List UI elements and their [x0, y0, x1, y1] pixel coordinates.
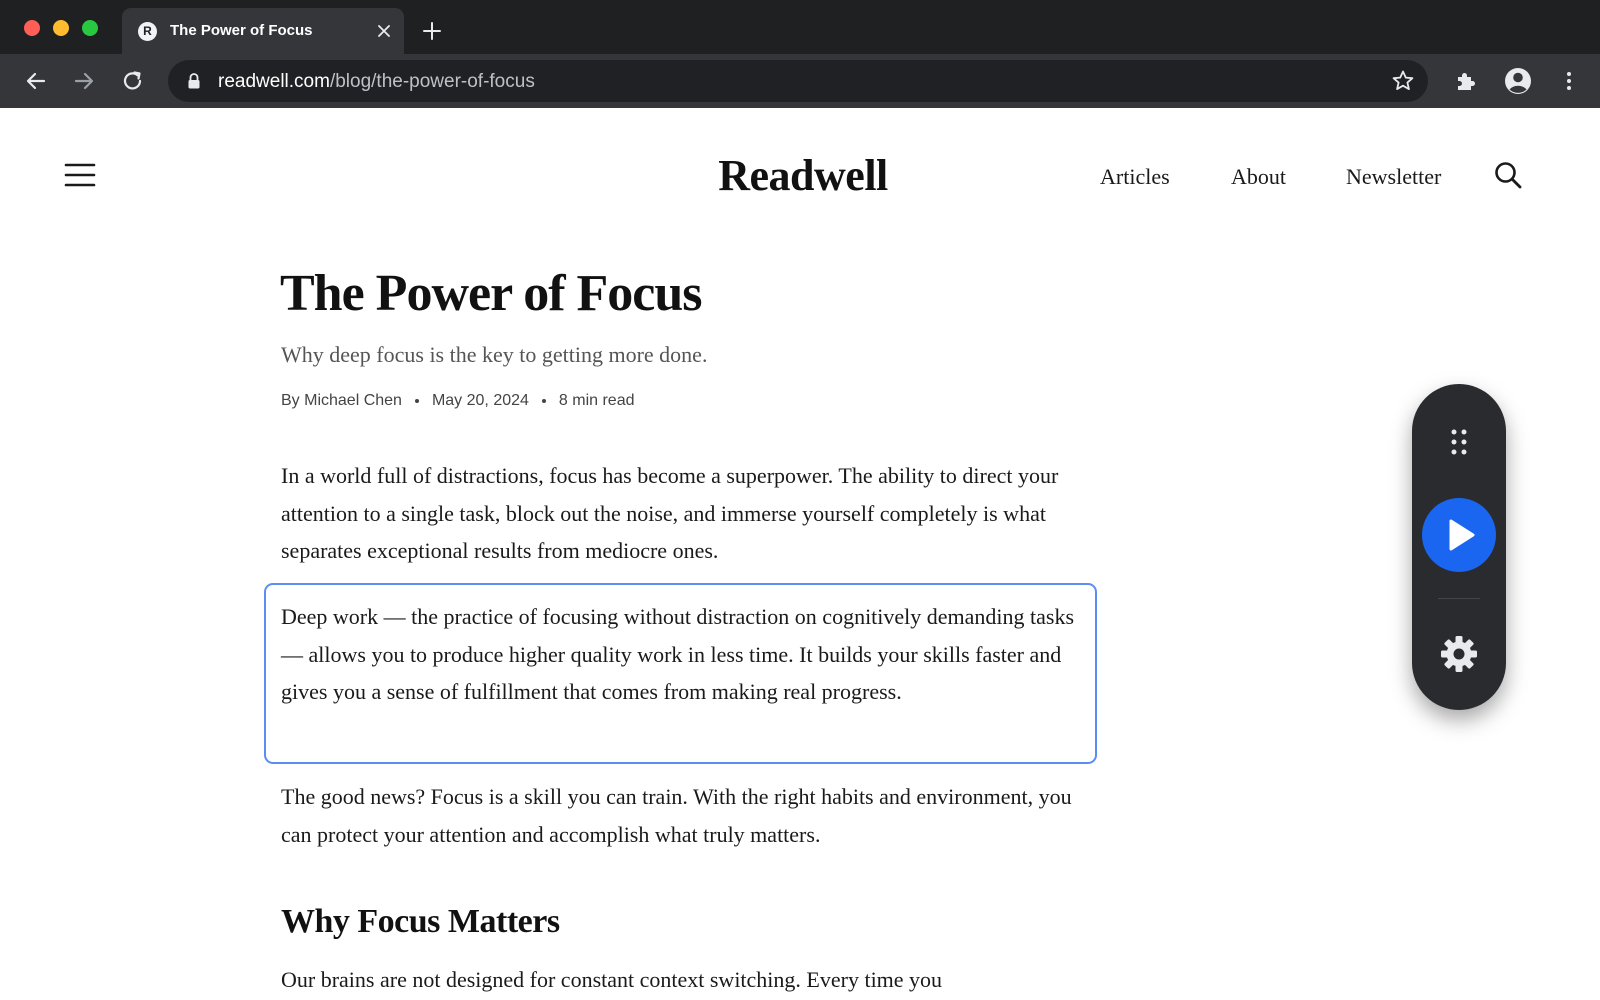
nav-link-newsletter[interactable]: Newsletter: [1346, 164, 1442, 189]
arrow-right-icon[interactable]: [71, 68, 97, 94]
window-close-button[interactable]: [24, 20, 40, 36]
search-icon[interactable]: [1493, 160, 1523, 190]
site-logo[interactable]: Readwell: [718, 151, 888, 200]
article-paragraph: In a world full of distractions, focus has become a superpower. The ability to direct your attention to a single task, block out the noise, and immerse yourself completely is what separates exceptional results from mediocre ones.: [281, 463, 1059, 563]
article-paragraph-highlighted: Deep work — the practice of focusing without distraction on cognitively demanding tasks — allows you to produce higher quality work in less time. It builds your skills faster and gives you a sense of fulfillment that comes from making real progress.: [281, 604, 1075, 704]
play-icon: [1422, 498, 1496, 572]
article-meta: [281, 392, 635, 410]
new-tab-icon[interactable]: [420, 19, 444, 43]
hamburger-menu-icon[interactable]: [64, 162, 96, 188]
arrow-left-icon[interactable]: [23, 68, 49, 94]
kebab-menu-icon[interactable]: [1556, 68, 1582, 94]
article-author[interactable]: By Michael Chen: [281, 392, 402, 409]
section-heading: Why Focus Matters: [281, 903, 560, 940]
browser-toolbar: [0, 54, 1600, 108]
nav-link-articles[interactable]: Articles: [1100, 164, 1170, 189]
url-text: [218, 71, 535, 93]
play-button[interactable]: [1422, 498, 1496, 572]
window-minimize-button[interactable]: [53, 20, 69, 36]
browser-tab-strip: [0, 0, 1600, 54]
url-path: /blog/the-power-of-focus: [329, 71, 535, 92]
star-icon[interactable]: [1390, 68, 1416, 94]
article-title: The Power of Focus: [280, 265, 702, 322]
tab-close-icon[interactable]: [374, 21, 394, 41]
site-favicon-icon: R: [138, 22, 157, 41]
article-read-time: 8 min read: [558, 392, 635, 409]
browser-tab-active[interactable]: [122, 8, 404, 54]
player-divider: [1438, 598, 1480, 599]
article-subtitle: Why deep focus is the key to getting more done.: [281, 342, 708, 367]
address-bar[interactable]: [168, 60, 1428, 102]
nav-link-about[interactable]: About: [1231, 164, 1286, 189]
lock-icon: [186, 72, 202, 90]
meta-separator: [415, 399, 419, 403]
drag-handle-icon[interactable]: [1449, 428, 1469, 456]
reload-icon[interactable]: [120, 68, 146, 94]
url-host: readwell.com: [218, 71, 330, 92]
meta-separator: [542, 399, 546, 403]
article-paragraph: Our brains are not designed for constant context switching. Every time you: [281, 967, 943, 992]
window-maximize-button[interactable]: [82, 20, 98, 36]
gear-icon[interactable]: [1439, 634, 1479, 674]
read-aloud-player: [1412, 384, 1506, 710]
account-icon[interactable]: [1503, 66, 1533, 96]
article-paragraph: The good news? Focus is a skill you can train. With the right habits and environment, you can protect your attention and accomplish what truly matters.: [281, 784, 1072, 847]
puzzle-icon[interactable]: [1453, 68, 1479, 94]
tab-title: The Power of Focus: [170, 22, 313, 39]
article-date: May 20, 2024: [431, 392, 529, 409]
